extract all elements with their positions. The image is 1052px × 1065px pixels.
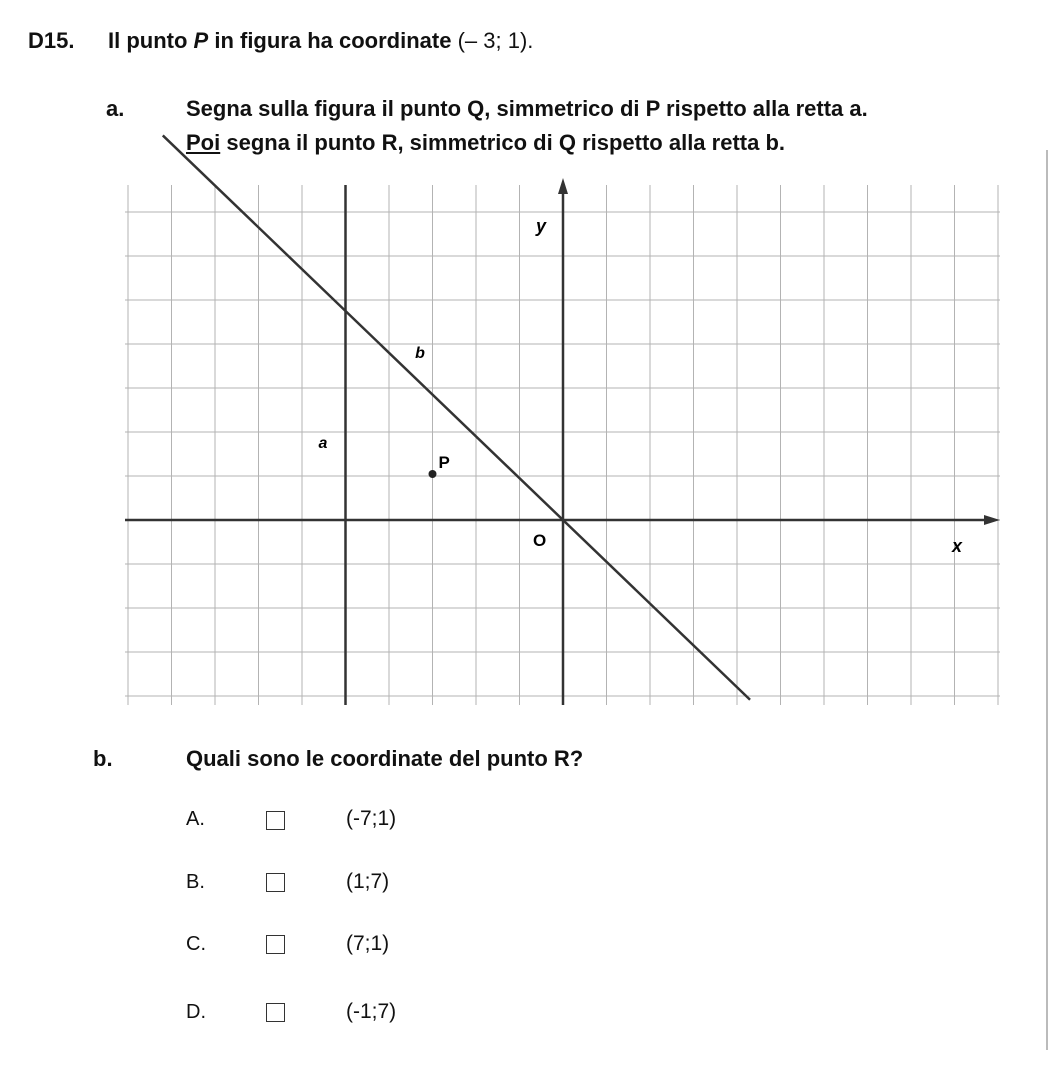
part-a-underlined-word: Poi: [186, 130, 221, 155]
option-c-letter: C.: [186, 933, 206, 955]
part-a-instruction-2-rest: segna il punto R, simmetrico di Q rispetto alla retta b.: [220, 130, 786, 155]
question-text-middle: in figura ha coordinate: [208, 28, 458, 53]
origin-label: O: [533, 531, 547, 550]
question-text-prefix: Il punto: [108, 28, 194, 53]
point-p-dot: [429, 470, 437, 478]
axis-x-label: x: [952, 536, 963, 556]
option-d-value: (-1;7): [346, 1000, 397, 1023]
figure-labels: [319, 216, 964, 556]
option-c-value: (7;1): [346, 932, 390, 955]
option-a-letter: A.: [186, 808, 205, 830]
option-b-value: (1;7): [346, 870, 390, 893]
point-p-label: P: [438, 453, 450, 472]
axis-y-label: y: [536, 216, 547, 236]
part-a-label: a.: [106, 96, 125, 121]
option-b-checkbox[interactable]: [266, 873, 285, 892]
line-b-label: b: [415, 345, 425, 362]
y-axis-arrow: [558, 178, 568, 194]
option-d-letter: D.: [186, 1001, 206, 1023]
question-number: D15.: [28, 28, 75, 53]
figure-lines: [125, 135, 1000, 705]
line-b: [163, 135, 750, 699]
option-a-checkbox[interactable]: [266, 811, 285, 830]
part-a-instruction-1: Segna sulla figura il punto Q, simmetrico di P rispetto alla retta a.: [186, 96, 868, 121]
question-point-name: P: [193, 28, 209, 53]
option-c-checkbox[interactable]: [266, 935, 285, 954]
part-b-question: Quali sono le coordinate del punto R?: [186, 746, 584, 771]
option-d-checkbox[interactable]: [266, 1003, 285, 1022]
question-coordinates: (– 3; 1).: [457, 28, 534, 53]
line-a-label: a: [318, 435, 328, 452]
option-b-letter: B.: [186, 871, 205, 893]
part-b-label: b.: [93, 746, 113, 771]
option-a-value: (-7;1): [346, 807, 397, 830]
page-edge-line: [1046, 150, 1048, 1050]
